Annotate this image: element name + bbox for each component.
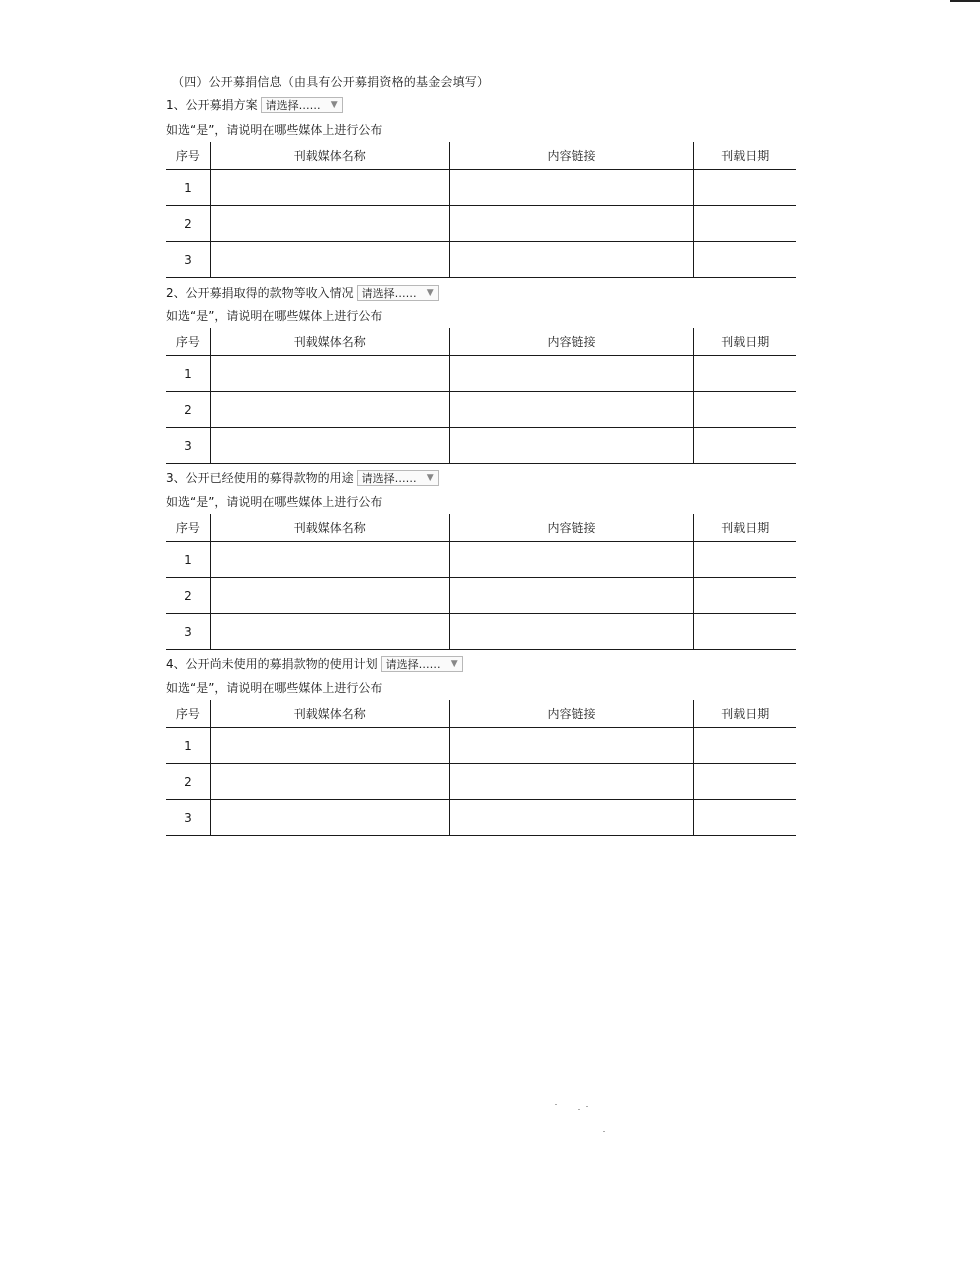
media-name-cell[interactable] [210,542,449,578]
row-index: 1 [166,728,210,764]
publish-date-cell[interactable] [694,356,796,392]
chevron-down-icon: ▼ [426,287,434,298]
header-content-link: 内容链接 [449,142,694,170]
publish-date-cell[interactable] [694,578,796,614]
content-link-cell[interactable] [449,614,694,650]
media-name-cell[interactable] [210,356,449,392]
media-name-cell[interactable] [210,242,449,278]
row-index: 2 [166,578,210,614]
row-index: 3 [166,800,210,836]
table-row [166,764,796,800]
media-name-cell[interactable] [210,728,449,764]
chevron-down-icon: ▼ [450,658,458,669]
table-row [166,728,796,764]
header-media-name: 刊载媒体名称 [210,142,449,170]
publish-date-cell[interactable] [694,728,796,764]
question-1-note: 如选“是”，请说明在哪些媒体上进行公布 [166,123,383,137]
publish-date-cell[interactable] [694,206,796,242]
content-link-cell[interactable] [449,728,694,764]
question-4-note: 如选“是”，请说明在哪些媒体上进行公布 [166,681,383,695]
header-index: 序号 [166,142,210,170]
content-link-cell[interactable] [449,764,694,800]
question-1 [166,96,343,113]
table-header-row [166,328,796,356]
media-table-1 [166,142,796,278]
row-index: 3 [166,614,210,650]
media-table-2 [166,328,796,464]
header-content-link: 内容链接 [449,700,694,728]
publish-date-cell[interactable] [694,428,796,464]
question-3-select[interactable] [357,470,439,486]
question-3-note: 如选“是”，请说明在哪些媒体上进行公布 [166,495,383,509]
media-name-cell[interactable] [210,614,449,650]
publish-date-cell[interactable] [694,614,796,650]
media-name-cell[interactable] [210,170,449,206]
header-index: 序号 [166,514,210,542]
header-media-name: 刊载媒体名称 [210,514,449,542]
chevron-down-icon: ▼ [426,472,434,483]
row-index: 2 [166,206,210,242]
row-index: 3 [166,428,210,464]
content-link-cell[interactable] [449,800,694,836]
media-table-3 [166,514,796,650]
publish-date-cell[interactable] [694,764,796,800]
media-name-cell[interactable] [210,392,449,428]
question-4-select-value: 请选择…… [385,657,441,671]
row-index: 2 [166,392,210,428]
table-header-row [166,514,796,542]
scan-speck [555,1104,557,1105]
header-publish-date: 刊载日期 [694,328,796,356]
publish-date-cell[interactable] [694,542,796,578]
header-index: 序号 [166,328,210,356]
row-index: 3 [166,242,210,278]
header-publish-date: 刊载日期 [694,142,796,170]
content-link-cell[interactable] [449,578,694,614]
question-2-note: 如选“是”，请说明在哪些媒体上进行公布 [166,309,383,323]
content-link-cell[interactable] [449,206,694,242]
header-media-name: 刊载媒体名称 [210,328,449,356]
scan-speck [578,1109,580,1110]
publish-date-cell[interactable] [694,392,796,428]
content-link-cell[interactable] [449,428,694,464]
question-3-select-value: 请选择…… [361,471,417,485]
question-2 [166,284,439,301]
question-4-label: 4、公开尚未使用的募捐款物的使用计划 [166,657,378,671]
header-content-link: 内容链接 [449,328,694,356]
content-link-cell[interactable] [449,356,694,392]
table-row [166,170,796,206]
table-row [166,578,796,614]
question-4 [166,655,463,672]
table-row [166,392,796,428]
scan-edge-mark [950,0,980,2]
header-index: 序号 [166,700,210,728]
publish-date-cell[interactable] [694,242,796,278]
media-name-cell[interactable] [210,206,449,242]
publish-date-cell[interactable] [694,800,796,836]
question-1-label: 1、公开募捐方案 [166,98,258,112]
table-row [166,614,796,650]
table-row [166,800,796,836]
question-2-select-value: 请选择…… [361,286,417,300]
question-2-select[interactable] [357,285,439,301]
row-index: 2 [166,764,210,800]
table-header-row [166,142,796,170]
header-publish-date: 刊载日期 [694,514,796,542]
question-1-select-value: 请选择…… [265,98,321,112]
question-4-select[interactable] [381,656,463,672]
media-name-cell[interactable] [210,764,449,800]
media-name-cell[interactable] [210,800,449,836]
table-row [166,356,796,392]
content-link-cell[interactable] [449,242,694,278]
question-2-label: 2、公开募捐取得的款物等收入情况 [166,286,354,300]
content-link-cell[interactable] [449,170,694,206]
question-3-label: 3、公开已经使用的募得款物的用途 [166,471,354,485]
table-row [166,242,796,278]
table-row [166,428,796,464]
header-content-link: 内容链接 [449,514,694,542]
table-row [166,542,796,578]
chevron-down-icon: ▼ [330,99,338,110]
media-name-cell[interactable] [210,428,449,464]
header-media-name: 刊载媒体名称 [210,700,449,728]
question-1-select[interactable] [261,97,343,113]
section-title: （四）公开募捐信息（由具有公开募捐资格的基金会填写） [172,75,490,89]
table-header-row [166,700,796,728]
content-link-cell[interactable] [449,542,694,578]
scan-speck [603,1131,605,1132]
publish-date-cell[interactable] [694,170,796,206]
media-name-cell[interactable] [210,578,449,614]
row-index: 1 [166,356,210,392]
table-row [166,206,796,242]
question-3 [166,469,439,486]
header-publish-date: 刊载日期 [694,700,796,728]
scan-speck [586,1106,588,1107]
row-index: 1 [166,542,210,578]
content-link-cell[interactable] [449,392,694,428]
row-index: 1 [166,170,210,206]
media-table-4 [166,700,796,836]
